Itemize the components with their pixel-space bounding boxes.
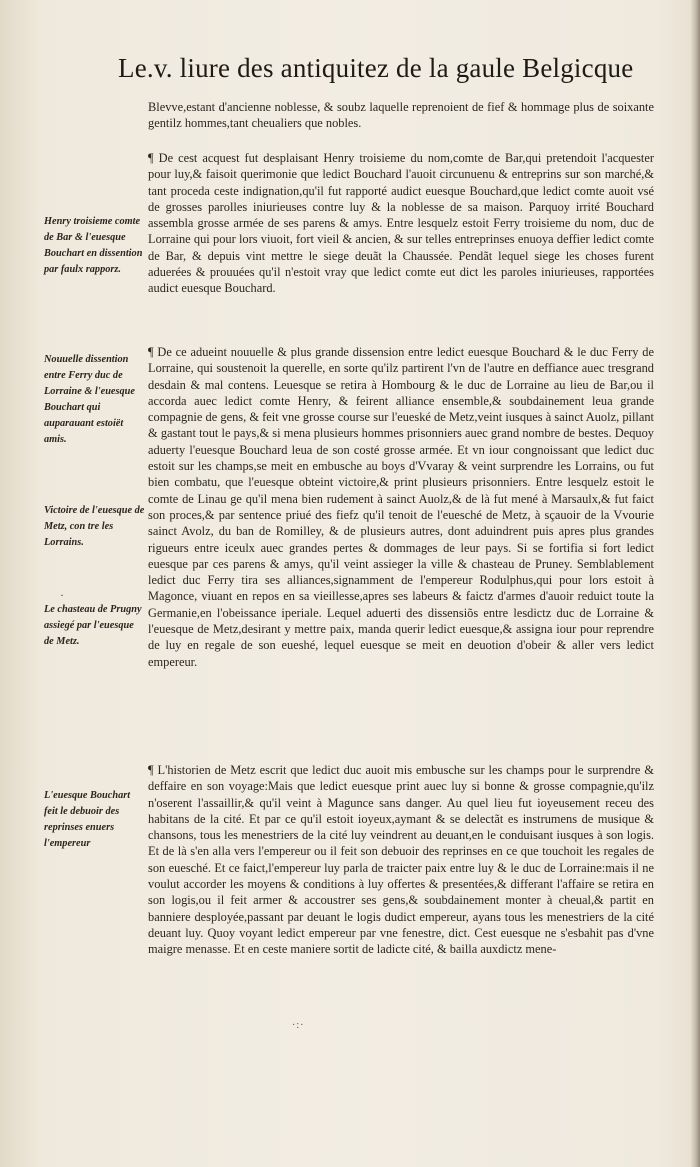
page-edge-shadow: [690, 0, 700, 1167]
paragraph-1: Blevve,estant d'ancienne noblesse, & soubz laquelle reprenoient de fief & hommage plus de soixante gentilz hommes,tant cheualiers que nobles.: [148, 100, 654, 131]
marginal-note-prugny: Le chasteau de Prugny assiegé par l'euesque de Metz.: [44, 604, 142, 647]
paragraph-4: ¶ L'historien de Metz escrit que ledict duc auoit mis embusche sur les champs pour le surprendre & deffaire en son voyage:Mais que ledict euesque print auec luy si bonne & grosse compagnie,qu'ilz n'oserent l'assaillir,& qu'il veint à Magunce sans danger. Au quel lieu fut ioyeusement receu des habitans de la cité. Et par ce qu'il estoit ioyeux,aymant & se delectãt es instrumens de musique & chansons, tous les menestriers de la cité luy veindrent au deuant,en le conduisant iusques à son logis. Et de là s'en alla vers l'empereur ou il feit son debuoir des reprinses en ce que touchoit les regales de son euesché. Et ce faict,l'empereur luy parla de traicter paix entre luy & le duc de Lorraine:mais il ne voulut accorder les moyens & conditions à luy offertes & presentées,& differant l'affaire se retira en son logis,ou il feit armer & accoustrer ses gens,& soubdainement monter à cheual,& partit en banniere desployée,passant par deuant le logis dudict empereur, ayans tous les menestriers de la cité deuant luy. Quoy voyant ledict empereur par vne fenestre, dict. Cest euesque ne s'esbahit pas d'vne maigre menasse. Et en ceste maniere sortit de ladicte cité, & bailla auxdictz mene-: [148, 763, 654, 957]
margin-dot: ·: [60, 588, 64, 602]
paragraph-3: ¶ De ce adueint nouuelle & plus grande dissension entre ledict euesque Bouchard & le duc Ferry de Lorraine, qui soustenoit la querelle, en sorte qu'ilz partirent l'vn de l'autre en deffiance auec tresgrand desdain & mal contens. Leuesque se retira à Hombourg & le duc de Lorraine au lieu de Bar,ou il accorda auec ledict comte Henry, & feirent alliance ensemble,& soubdainement leua grande compagnie de gens, & feit vne grosse course sur l'eueské de Metz,veint iusques à sainct Auolz, pillant & gastant tout le pays,& si mena plusieurs hommes prisonniers auec grand nombre de bestes. Dequoy aduerty l'euesque Bouchard leua de son costé grosse armée. Et vn iour congnoissant que ledict duc estoit sur les champs,se meit en embusche au boys d'Vvaray & veint surprendre les Lorrains, ou fut bien combatu, que l'euesque obteint victoire,& print plusieurs prisonniers. Entre lesquelz estoit le comte de Linau ge qu'il mena bien rudement à sainct Auolz,& de là fut mené à Marsaulx,& fut faict son proces,& par sentence priué des fiefz qu'il tenoit de l'euesché de Metz, à sçauoir de la Vvourie sainct Avolz, du ban de Romilley, & de plusieurs autres, dont aduindrent puis apres plus grandes rigueurs entre iceulx auec grandes pertes & dommages de leur pays. Si se fortifia si fort ledict euesque par ces parens & amys, qu'il veint assieger la ville & chasteau de Pruney. Semblablement ledict duc Ferry tira ses alliances,signamment de l'empereur Rodulphus,qui pour lors estoit à Magonce, viuant en repos en sa vieillesse,apres ses labeurs & faictz d'armes d'auoir reduict toute la Germanie,en l'obeissance iperiale. Lequel aduerti des dissensiõs entre lesdictz duc de Lorraine & l'euesque de Metz,desirant y mettre paix, manda querir ledict euesque,& assigna iour pour reprendre de luy en regale de son eueshé, lequel euesque se meit en deuotion d'obeir & aller vers ledict empereur.: [148, 345, 654, 669]
running-header: Le.v. liure des antiquitez de la gaule Belgicque: [118, 53, 634, 83]
paragraph-2: ¶ De cest acquest fut desplaisant Henry troisieme du nom,comte de Bar,qui pretendoit l'acquester pour luy,& faisoit querimonie que ledict Bouchard l'auoit circunuenu & entreprins sur son marché,& tant proceda ceste indignation,qu'il fut rapporté audict euesque Bouchard,que ledict comte auoit vsé de grosses parolles iniurieuses contre luy & la noblesse de sa maison. Parquoy irrité Bouchard assembla grosse armée de ses parens & amys. Entre lesquelz estoit Ferry troisieme du nom, duc de Lorraine qui pour lors viuoit, fort vieil & ancien, & sur telles entreprinses enuoya deffier ledict comte de Bar, & depuis vint mettre le siege deuãt la Chaussée. Pendãt lequel siege les choses furent aduerées & prouuées qu'il n'estoit vray que ledict comte eut dict les paroles iniurieuses, rapportées audict euesque Bouchard.: [148, 151, 654, 296]
marginal-note-victoire: Victoire de l'euesque de Metz, con tre les Lorrains.: [44, 505, 145, 548]
marginal-note-reprinses: L'euesque Bouchart feit le debuoir des reprinses enuers l'empereur: [44, 790, 131, 849]
marginal-note-henry: Henry troisieme comte de Bar & l'euesque Bouchart en dissention par faulx rapporz.: [44, 216, 143, 275]
signature-mark: ·:·: [292, 1020, 305, 1031]
marginal-note-dissention: Nouuelle dissention entre Ferry duc de Lorraine & l'euesque Bouchart qui auparauant estoiët amis.: [44, 354, 135, 445]
